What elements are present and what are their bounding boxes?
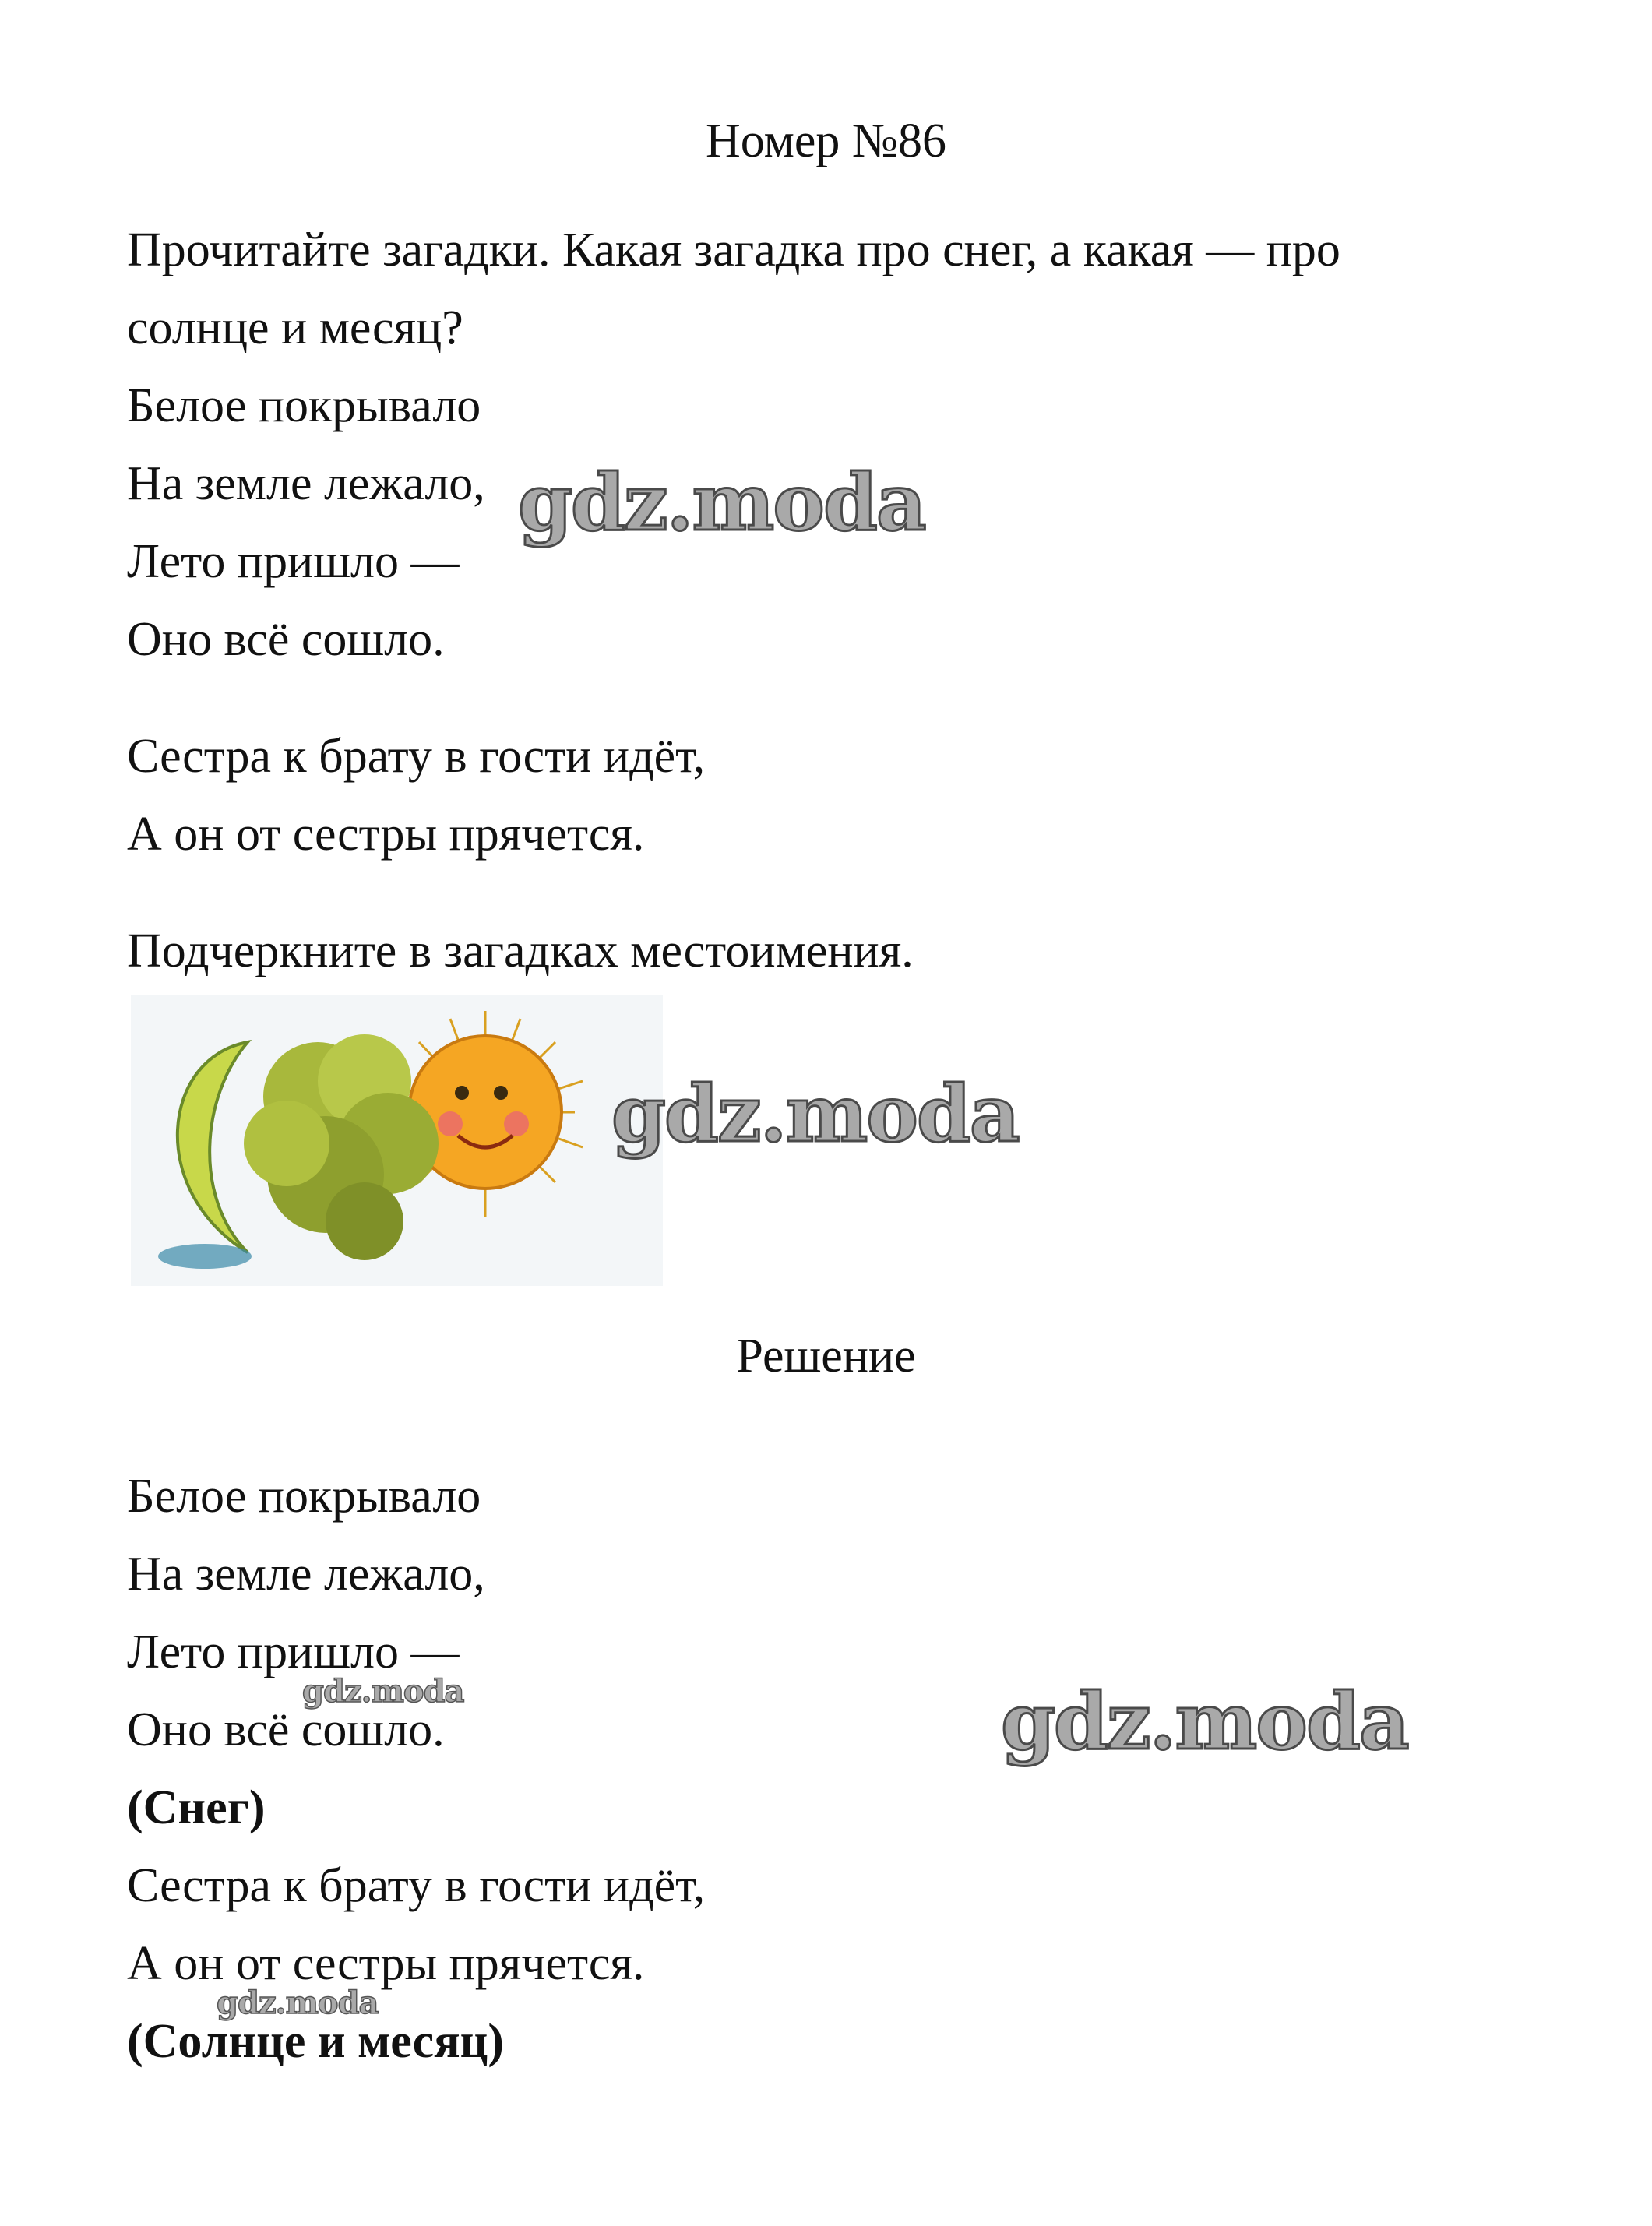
riddle1-line: Лето пришло — bbox=[127, 535, 460, 588]
solution-heading: Решение bbox=[736, 1330, 916, 1382]
page-title: Номер №86 bbox=[705, 114, 946, 167]
watermark: gdz.moda bbox=[217, 1985, 379, 2021]
solution-riddle1-line: Белое покрывало bbox=[127, 1470, 481, 1523]
answer-1: (Снег) bbox=[127, 1781, 266, 1834]
watermark: gdz.moda bbox=[1001, 1675, 1408, 1767]
solution-riddle2-line: А он от сестры прячется. bbox=[127, 1937, 645, 1990]
riddle2-line: А он от сестры прячется. bbox=[127, 808, 645, 861]
watermark: gdz.moda bbox=[611, 1068, 1019, 1160]
moon-cloud-sun-illustration bbox=[131, 995, 663, 1286]
watermark: gdz.moda bbox=[518, 456, 925, 548]
instruction: Подчеркните в загадках местоимения. bbox=[127, 925, 914, 977]
riddle1-line: На земле лежало, bbox=[127, 457, 485, 510]
solution-riddle1-line: Оно всё сошло. bbox=[127, 1703, 445, 1756]
riddle2-line: Сестра к брату в гости идёт, bbox=[127, 730, 706, 783]
solution-riddle1-line: Лето пришло — bbox=[127, 1625, 460, 1678]
answer-2: (Солнце и месяц) bbox=[127, 2015, 505, 2068]
riddle1-line: Оно всё сошло. bbox=[127, 613, 445, 666]
solution-riddle2-line: Сестра к брату в гости идёт, bbox=[127, 1859, 706, 1912]
riddle1-line: Белое покрывало bbox=[127, 379, 481, 432]
task-line-2: солнце и месяц? bbox=[127, 301, 463, 354]
task-line-1: Прочитайте загадки. Какая загадка про снег, а какая — про bbox=[127, 224, 1340, 276]
solution-riddle1-line: На земле лежало, bbox=[127, 1548, 485, 1601]
watermark: gdz.moda bbox=[302, 1673, 464, 1710]
